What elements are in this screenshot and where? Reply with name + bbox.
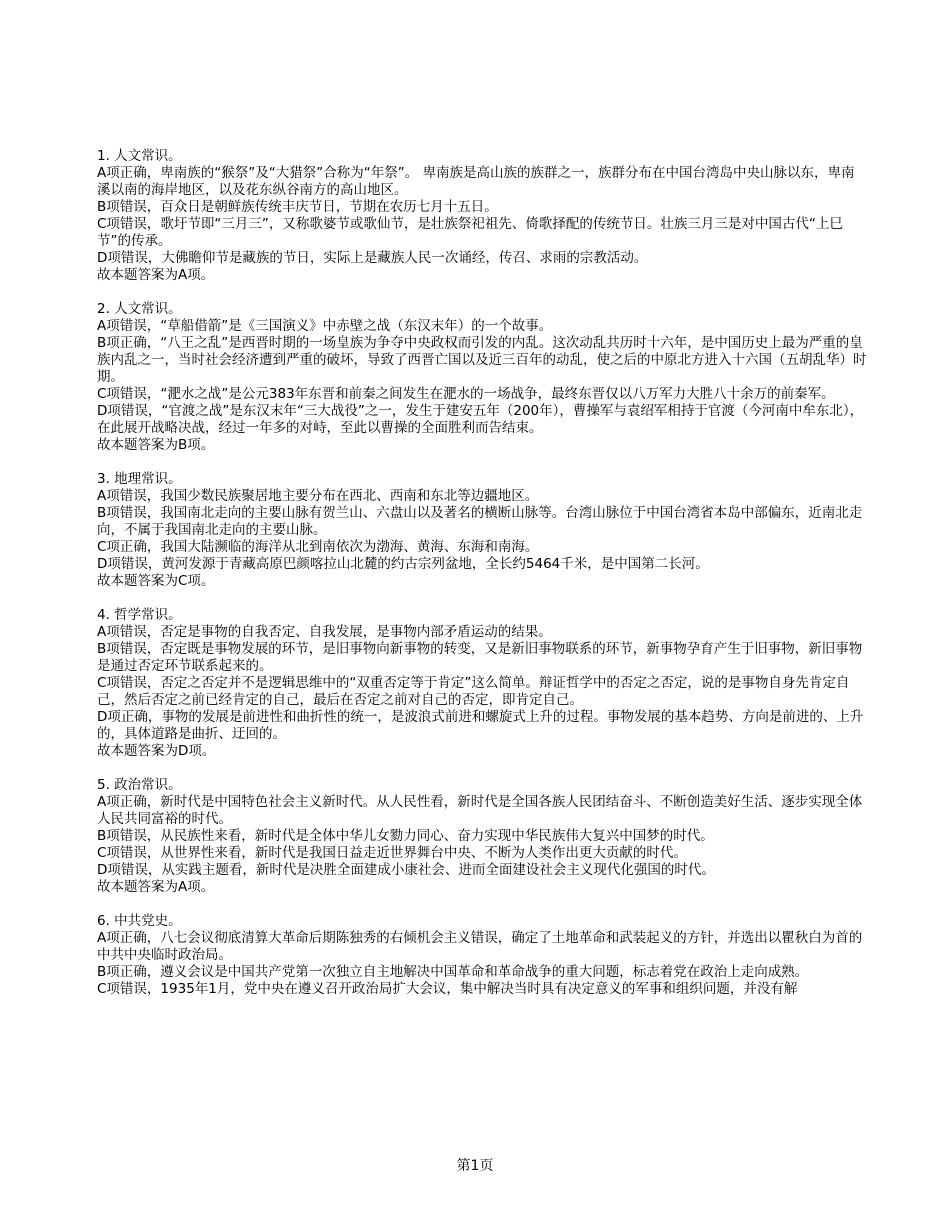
option-a-explanation: A项错误，“草船借箭”是《三国演义》中赤壁之战（东汉末年）的一个故事。 <box>97 318 553 334</box>
option-a-explanation: A项错误，我国少数民族聚居地主要分布在西北、西南和东北等边疆地区。 <box>97 488 539 504</box>
question-5-explanation <box>97 777 867 896</box>
option-d-explanation: D项错误，黄河发源于青藏高原巴颜喀拉山北麓的约古宗列盆地，全长约5464千米，是中国第二长河。 <box>97 556 709 572</box>
option-b-explanation: B项错误，从民族性来看，新时代是全体中华儿女勠力同心、奋力实现中华民族伟大复兴中国梦的时代。 <box>97 828 714 844</box>
option-b-explanation: B项错误，我国南北走向的主要山脉有贺兰山、六盘山以及著名的横断山脉等。台湾山脉位于中国台湾省本岛中部偏东，近南北走向，不属于我国南北走向的主要山脉。 <box>97 505 863 538</box>
question-2-explanation <box>97 301 867 454</box>
option-c-explanation: C项错误，否定之否定并不是逻辑思维中的“双重否定等于肯定”这么简单。辩证哲学中的否定之否定，说的是事物自身先肯定自己，然后否定之前已经肯定的自己，最后在否定之前对自己的否定，即肯定自己。 <box>97 675 850 708</box>
option-b-explanation: B项错误，否定既是事物发展的环节，是旧事物向新事物的转变，又是新旧事物联系的环节，新事物孕育产生于旧事物，新旧事物是通过否定环节联系起来的。 <box>97 641 863 674</box>
page-number: 第1页 <box>456 1158 494 1174</box>
option-c-explanation: C项错误，从世界性来看，新时代是我国日益走近世界舞台中央、不断为人类作出更大贡献的时代。 <box>97 845 687 861</box>
answer-line: 故本题答案为B项。 <box>97 437 215 453</box>
question-title: 4. 哲学常识。 <box>97 607 182 623</box>
option-a-explanation: A项正确，八七会议彻底清算大革命后期陈独秀的右倾机会主义错误，确定了土地革命和武装起义的方针，并选出以瞿秋白为首的中共中央临时政治局。 <box>97 930 863 963</box>
option-b-explanation: B项错误，百众日是朝鲜族传统丰庆节日，节期在农历七月十五日。 <box>97 199 498 215</box>
answer-line: 故本题答案为C项。 <box>97 573 215 589</box>
option-a-explanation: A项正确，新时代是中国特色社会主义新时代。从人民性看，新时代是全国各族人民团结奋斗、不断创造美好生活、逐步实现全体人民共同富裕的时代。 <box>97 794 863 827</box>
question-title: 2. 人文常识。 <box>97 301 182 317</box>
option-d-explanation: D项正确，事物的发展是前进性和曲折性的统一，是波浪式前进和螺旋式上升的过程。事物发展的基本趋势、方向是前进的、上升的，具体道路是曲折、迂回的。 <box>97 709 864 742</box>
option-d-explanation: D项错误，从实践主题看，新时代是决胜全面建成小康社会、进而全面建设社会主义现代化强国的时代。 <box>97 862 715 878</box>
document-body <box>97 148 867 1015</box>
answer-line: 故本题答案为A项。 <box>97 879 215 895</box>
question-title: 3. 地理常识。 <box>97 471 182 487</box>
option-c-explanation: C项正确，我国大陆濒临的海洋从北到南依次为渤海、黄海、东海和南海。 <box>97 539 539 555</box>
answer-line: 故本题答案为D项。 <box>97 743 216 759</box>
question-title: 5. 政治常识。 <box>97 777 182 793</box>
option-d-explanation: D项错误，“官渡之战”是东汉末年“三大战役”之一，发生于建安五年（200年），曹操军与袁绍军相持于官渡（今河南中牟东北），在此展开战略决战，经过一年多的对峙，至此以曹操的全面胜利而告结束。 <box>97 403 864 436</box>
option-b-explanation: B项正确，“八王之乱”是西晋时期的一场皇族为争夺中央政权而引发的内乱。这次动乱共历时十六年，是中国历史上最为严重的皇族内乱之一，当时社会经济遭到严重的破坏，导致了西晋亡国以及近三百年的动乱，使之后的中原北方进入十六国（五胡乱华）时期。 <box>97 335 867 385</box>
option-c-explanation: C项错误，1935年1月，党中央在遵义召开政治局扩大会议，集中解决当时具有决定意义的军事和组织问题，并没有解 <box>97 981 798 997</box>
question-title: 1. 人文常识。 <box>97 148 182 164</box>
question-1-explanation <box>97 148 867 284</box>
question-3-explanation <box>97 471 867 590</box>
question-title: 6. 中共党史。 <box>97 913 182 929</box>
question-6-explanation <box>97 913 867 998</box>
option-c-explanation: C项错误，“淝水之战”是公元383年东晋和前秦之间发生在淝水的一场战争，最终东晋仅以八万军力大胜八十余万的前秦军。 <box>97 386 835 402</box>
option-b-explanation: B项正确，遵义会议是中国共产党第一次独立自主地解决中国革命和革命战争的重大问题，标志着党在政治上走向成熟。 <box>97 964 809 980</box>
option-a-explanation: A项正确，卑南族的“猴祭”及“大猎祭”合称为“年祭”。 卑南族是高山族的族群之一，族群分布在中国台湾岛中央山脉以东，卑南溪以南的海岸地区，以及花东纵谷南方的高山地区。 <box>97 165 855 198</box>
option-c-explanation: C项错误，歌圩节即“三月三”，又称歌婆节或歌仙节，是壮族祭祀祖先、倚歌择配的传统节日。壮族三月三是对中国古代“上巳节”的传承。 <box>97 216 843 249</box>
answer-line: 故本题答案为A项。 <box>97 267 215 283</box>
option-d-explanation: D项错误，大佛瞻仰节是藏族的节日，实际上是藏族人民一次诵经，传召、求雨的宗教活动。 <box>97 250 648 266</box>
question-4-explanation <box>97 607 867 760</box>
option-a-explanation: A项错误，否定是事物的自我否定、自我发展，是事物内部矛盾运动的结果。 <box>97 624 552 640</box>
